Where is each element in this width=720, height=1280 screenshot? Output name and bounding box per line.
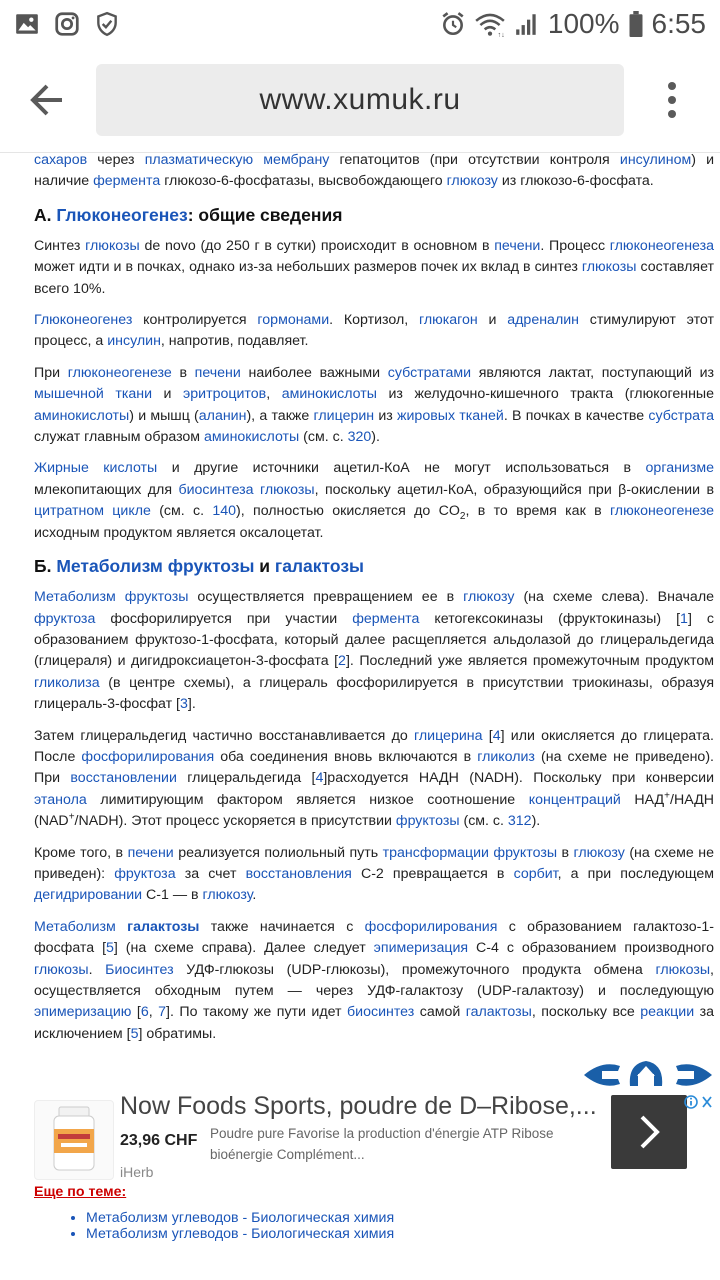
- paragraph: При глюконеогенезе в печени наиболее важными субстратами являются лактат, поступающий из мышечной ткани и эритроцитов, аминокислоты из желудочно-кишечного тракта (глюкогенные аминокислоты) и мышц (аланин), а также глицерин из жировых тканей. В почках в качестве субстрата служат главным образом аминокислоты (см. с. 320).: [34, 364, 714, 446]
- ref-link[interactable]: 5: [106, 940, 114, 957]
- article-content: [34, 150, 714, 1055]
- paragraph: Глюконеогенез контролируется гормонами. Кортизол, глюкагон и адреналин стимулируют этот процесс, а инсулин, напротив, подавляет.: [34, 312, 714, 350]
- link[interactable]: организме: [645, 460, 714, 477]
- alarm-icon: [440, 11, 466, 37]
- ad-price: 23,96 CHF: [120, 1132, 198, 1149]
- prev-page-arrow-icon[interactable]: [584, 1064, 620, 1085]
- link[interactable]: эпимеризация: [373, 940, 469, 957]
- related-list: [34, 1210, 714, 1242]
- list-item[interactable]: • Метаболизм углеводов - Биологическая химия: [86, 1226, 714, 1242]
- supplement-jar-icon: [35, 1101, 113, 1179]
- link[interactable]: восстановлении: [70, 770, 177, 787]
- link[interactable]: гликолиз: [477, 748, 535, 765]
- link[interactable]: восстановления: [245, 865, 352, 882]
- overflow-menu-icon[interactable]: [664, 82, 680, 118]
- link[interactable]: 140: [212, 503, 237, 520]
- link[interactable]: фруктоза: [114, 865, 176, 882]
- link[interactable]: глюкозы: [655, 961, 711, 978]
- link[interactable]: субстрата: [648, 407, 714, 424]
- link[interactable]: глюкозы: [85, 237, 140, 254]
- list-item[interactable]: • Метаболизм углеводов - Биологическая химия: [86, 1210, 714, 1226]
- link[interactable]: эритроцитов: [183, 386, 267, 403]
- link[interactable]: адреналин: [507, 312, 579, 329]
- next-page-arrow-icon[interactable]: [676, 1064, 712, 1085]
- ad-open-button[interactable]: [611, 1095, 687, 1169]
- link[interactable]: печени: [127, 844, 174, 861]
- link[interactable]: 312: [507, 813, 532, 830]
- paragraph: Жирные кислоты и другие источники ацетил-КоА не могут использоваться в организме млекопитающих для биосинтеза глюкозы, поскольку ацетил-КоА, образующийся при β-окислении в цитратном цикле (см. с. 140), полностью окисляется до $CO_2$, в то время как в глюконеогенезе исходным продуктом является оксалоцетат.: [34, 460, 714, 541]
- link[interactable]: аминокислоты: [34, 407, 130, 424]
- wifi-icon: [474, 11, 506, 37]
- link[interactable]: фосфорилирования: [364, 918, 498, 935]
- link[interactable]: концентраций: [528, 791, 621, 808]
- link[interactable]: галактозы: [465, 1004, 532, 1021]
- link[interactable]: аминокислоты: [281, 386, 377, 403]
- link[interactable]: Глюконеогенез: [34, 312, 133, 329]
- link[interactable]: фосфорилирования: [81, 748, 215, 765]
- paragraph: Кроме того, в печени реализуется полиольный путь трансформации фруктозы в глюкозу (на схеме не приведен): фруктоза за счет восстановления С-2 превращается в сорбит, а при последующем дегидрировании С-1 — в глюкозу.: [34, 844, 714, 904]
- link[interactable]: цитратном цикле: [34, 503, 151, 520]
- link[interactable]: глюкозу: [446, 173, 498, 190]
- link[interactable]: Метаболизм: [34, 918, 116, 935]
- paragraph: Затем глицеральдегид частично восстанавливается до глицерина [4] или окисляется до глицерата. После фосфорилирования оба соединения вновь включаются в гликолиз (на схеме не приведено). При восстановлении глицеральдегида [4]расходуется НАДН (NADH). Поскольку при конверсии этанола лимитирующим фактором является низкое соотношение концентраций НАД+/НАДН (NAD+/NADH). Этот процесс ускоряется в присутствии фруктозы (см. с. 312).: [34, 727, 715, 830]
- clock-time: 6:55: [651, 8, 706, 39]
- paragraph: Метаболизм галактозы также начинается с фосфорилирования с образованием галактозо-1-фосфата [5] (на схеме справа). Далее следует эпимеризация С-4 с образованием производного глюкозы. Биосинтез УДФ-глюкозы (UDP-глюкозы), промежуточного продукта обмена глюкозы, осуществляется обходным путем — через УДФ-галактозу (UDP-галактозу) и последующую эпимеризацию [6, 7]. По такому же пути идет биосинтез самой галактозы, поскольку все реакции за исключением [5] обратимы.: [34, 918, 715, 1042]
- adchoices-icon[interactable]: [684, 1094, 714, 1110]
- product-image[interactable]: [34, 1100, 114, 1180]
- link[interactable]: печени: [494, 237, 541, 254]
- link[interactable]: глюконеогенеза: [609, 237, 714, 254]
- link[interactable]: гликолиза: [34, 674, 100, 691]
- section-heading-b: Б. Метаболизм фруктозы и галактозы: [34, 556, 364, 577]
- ref-link[interactable]: 2: [338, 653, 346, 670]
- link[interactable]: фруктозы: [395, 813, 460, 830]
- url-text: www.xumuk.ru: [259, 83, 461, 116]
- link[interactable]: жировых тканей: [397, 407, 504, 424]
- ad-description: Poudre pure Favorise la production d'énergie ATP Ribose bioénergie Complément...: [210, 1126, 554, 1162]
- link[interactable]: глюкозу: [202, 887, 253, 904]
- related-title: Еще по теме:: [34, 1184, 127, 1200]
- url-bar[interactable]: [96, 64, 624, 136]
- link[interactable]: субстратами: [387, 364, 472, 381]
- up-page-arrow-icon[interactable]: [630, 1061, 662, 1086]
- link[interactable]: фруктоза: [34, 610, 96, 627]
- link[interactable]: глицерин: [313, 407, 375, 424]
- status-bar: [0, 0, 720, 48]
- link[interactable]: Метаболизм фруктозы: [56, 556, 255, 577]
- link[interactable]: плазматическую мембрану: [144, 152, 330, 168]
- gallery-icon: [14, 11, 40, 37]
- paragraph: Метаболизм фруктозы осуществляется превращением ее в глюкозу (на схеме слева). Вначале фруктоза фосфорилируется при участии фермента кетогексокиназы (фруктокиназы) [1] с образованием фруктозо-1-фосфата, который далее расщепляется альдолазой до глицеральдегида (глицераля) и дигидроксиацетон-3-фосфата [2]. Последний уже является промежуточным продуктом гликолиза (в центре схемы), а глицераль фосфорилируется в присутствии триокиназы, образуя глицераль-3-фосфат [3].: [34, 589, 715, 713]
- section-heading-a: А. Глюконеогенез: общие сведения: [34, 204, 343, 225]
- link[interactable]: глюконеогенезе: [609, 503, 714, 520]
- battery-percent: 100%: [547, 8, 620, 39]
- link[interactable]: Глюконеогенез: [56, 204, 188, 225]
- link[interactable]: 320: [347, 429, 372, 446]
- ref-link[interactable]: 6: [140, 1004, 149, 1021]
- ref-link[interactable]: 5: [130, 1025, 139, 1042]
- svg-text:↑↓: ↑↓: [497, 29, 505, 37]
- link[interactable]: мышечной ткани: [34, 386, 153, 403]
- link[interactable]: трансформации фруктозы: [382, 844, 558, 861]
- link[interactable]: глюкагон: [418, 312, 478, 329]
- link[interactable]: инсулином: [619, 152, 692, 168]
- link[interactable]: печени: [194, 364, 241, 381]
- link[interactable]: галактозы: [274, 556, 364, 577]
- chevron-right-icon: [611, 1095, 687, 1169]
- page-nav-arrows: [582, 1058, 714, 1092]
- paragraph: сахаров через плазматическую мембрану гепатоцитов (при отсутствии контроля инсулином) и наличие фермента глюкозо-6-фосфатазы, высвобождающего глюкозу из глюкозо-6-фосфата.: [34, 152, 715, 190]
- link[interactable]: фермента: [352, 610, 420, 627]
- link[interactable]: глюкозу: [463, 589, 515, 606]
- link[interactable]: сорбит: [513, 865, 558, 882]
- instagram-icon: [54, 11, 80, 37]
- battery-icon: [628, 11, 644, 37]
- ad-banner[interactable]: [34, 1092, 716, 1184]
- link[interactable]: гормонами: [257, 312, 330, 329]
- link[interactable]: сахаров: [34, 152, 88, 168]
- link[interactable]: Жирные кислоты: [34, 460, 158, 477]
- link[interactable]: глицерина: [414, 727, 483, 744]
- back-arrow-icon[interactable]: [28, 80, 68, 120]
- link[interactable]: глюкозу: [573, 844, 625, 861]
- ad-title[interactable]: Now Foods Sports, poudre de D–Ribose,...: [120, 1092, 597, 1120]
- related-section: [34, 1184, 714, 1242]
- signal-icon: [514, 11, 540, 37]
- shield-check-icon: [94, 11, 120, 37]
- link[interactable]: биосинтеза глюкозы: [178, 481, 315, 498]
- browser-toolbar: [0, 48, 720, 153]
- link[interactable]: фермента: [93, 173, 161, 190]
- link[interactable]: Метаболизм фруктозы: [34, 589, 189, 606]
- link[interactable]: Биосинтез: [105, 961, 174, 978]
- ref-link[interactable]: 7: [158, 1004, 167, 1021]
- link[interactable]: аланин: [198, 407, 247, 424]
- link[interactable]: глюконеогенезе: [67, 364, 172, 381]
- link[interactable]: биосинтез: [347, 1004, 415, 1021]
- ref-link[interactable]: 4: [315, 770, 324, 787]
- link[interactable]: реакции: [640, 1004, 695, 1021]
- link[interactable]: этанола: [34, 791, 87, 808]
- link[interactable]: эпимеризацию: [34, 1004, 132, 1021]
- link[interactable]: глюкозы: [581, 259, 637, 276]
- ref-link[interactable]: 1: [680, 610, 688, 627]
- ad-source: iHerb: [120, 1164, 154, 1180]
- link[interactable]: инсулин: [107, 333, 161, 350]
- paragraph: Синтез глюкозы de novo (до 250 г в сутки) происходит в основном в печени. Процесс глюконеогенеза может идти и в почках, однако из-за небольших размеров почек их вклад в синтез глюкозы составляет всего 10%.: [34, 237, 715, 297]
- link[interactable]: дегидрировании: [34, 887, 143, 904]
- link[interactable]: галактозы: [127, 918, 200, 935]
- link[interactable]: аминокислоты: [204, 429, 300, 446]
- ref-link[interactable]: 4: [492, 727, 501, 744]
- link[interactable]: глюкозы: [34, 961, 89, 978]
- ref-link[interactable]: 3: [180, 696, 188, 713]
